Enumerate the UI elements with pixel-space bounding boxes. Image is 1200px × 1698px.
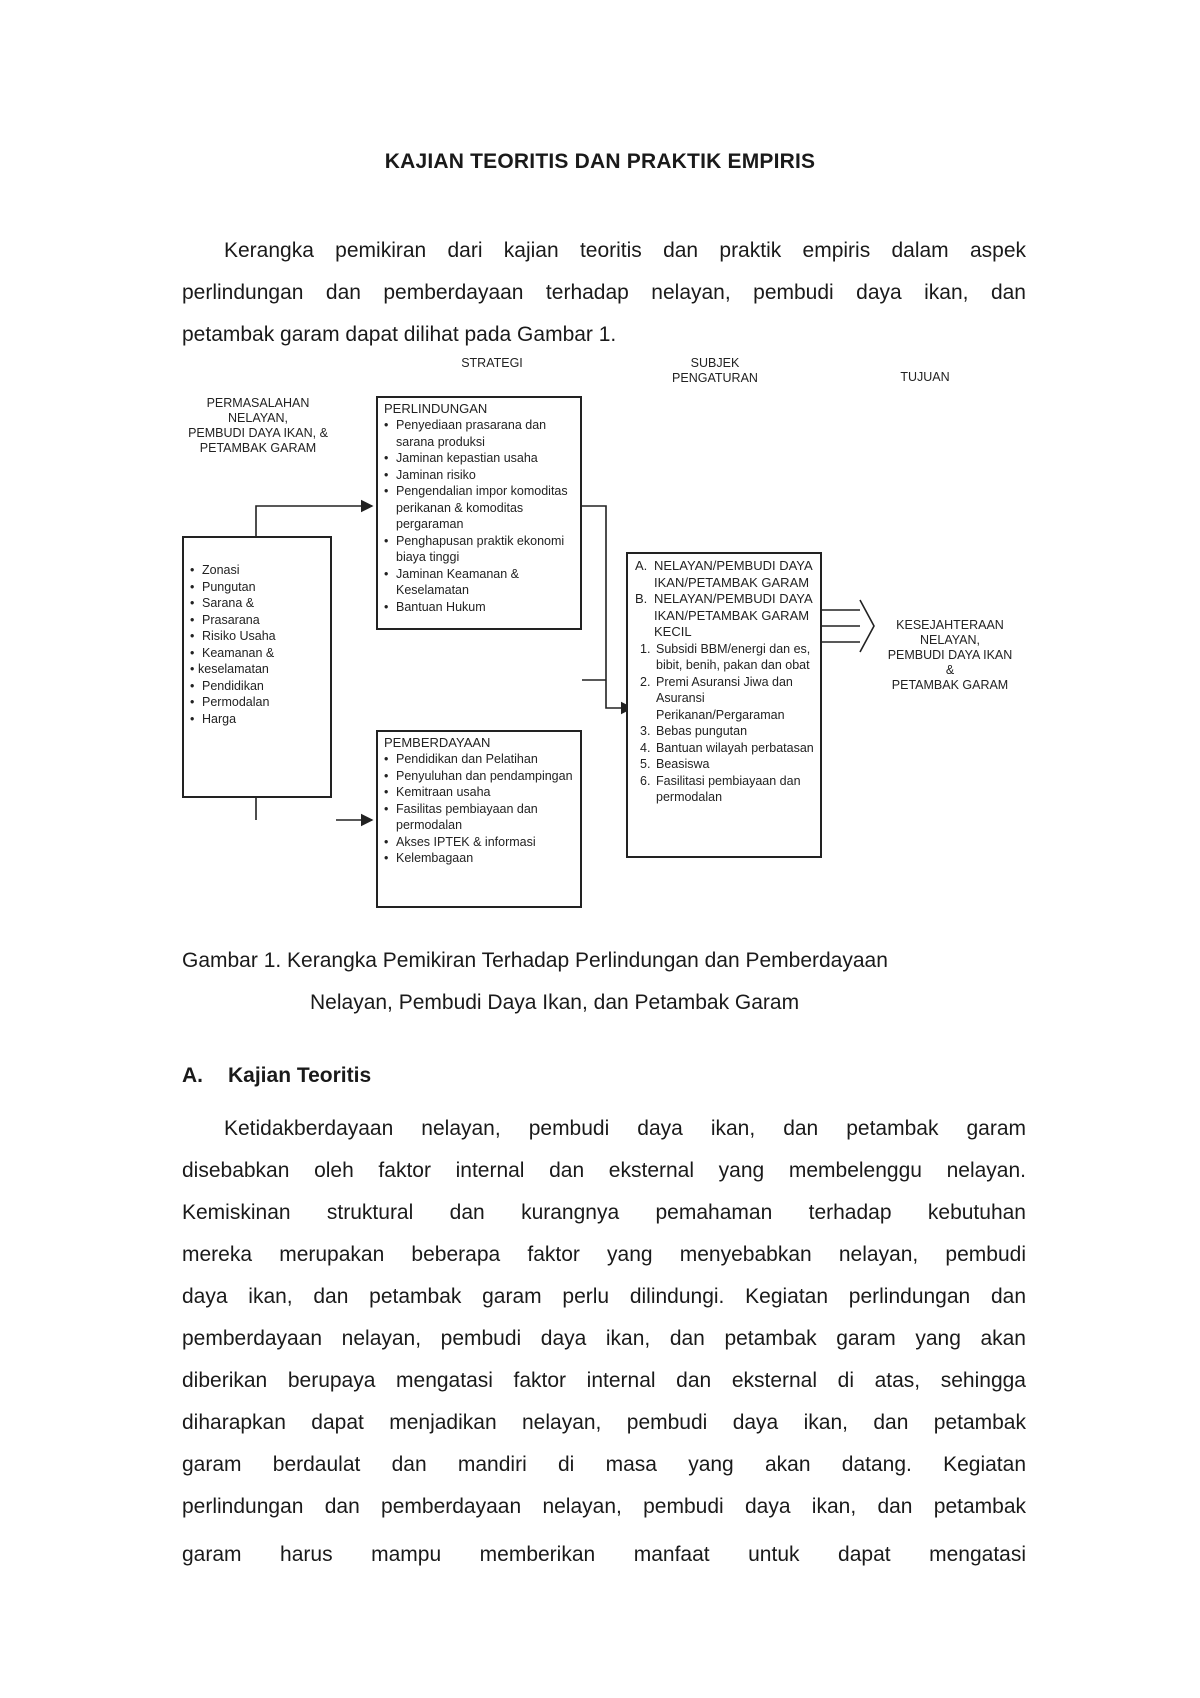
intro-line: Kerangka pemikiran dari kajian teoritis dan praktik empiris dalam aspek bbox=[224, 239, 1026, 262]
pemberdayaan-list bbox=[378, 751, 580, 867]
body-line: pemberdayaan nelayan, pembudi daya ikan, dan petambak garam yang akan bbox=[182, 1327, 1026, 1350]
item-text: Fasilitasi pembiayaan dan permodalan bbox=[656, 773, 801, 804]
item-number: 1. bbox=[640, 641, 651, 656]
perlindungan-box bbox=[376, 396, 582, 630]
item-text: Subsidi BBM/energi dan es, bibit, benih, pakan dan obat bbox=[656, 641, 811, 672]
list-item bbox=[640, 756, 816, 773]
subjek-a bbox=[628, 558, 820, 591]
item-text: Premi Asuransi Jiwa dan Asuransi Perikanan/Pergaraman bbox=[656, 674, 793, 722]
connector-line bbox=[582, 506, 632, 708]
body-line: mereka merupakan beberapa faktor yang menyebabkan nelayan, pembudi bbox=[182, 1243, 1026, 1266]
framework-diagram bbox=[170, 356, 1050, 920]
body-paragraph bbox=[182, 1108, 1026, 1576]
subjek-b-list bbox=[628, 641, 820, 806]
list-item bbox=[640, 723, 816, 740]
subjek-b-letter: B. bbox=[635, 591, 648, 606]
list-item: • Pengendalian impor komoditas perikanan & komoditas pergaraman bbox=[384, 483, 576, 533]
pemberdayaan-title: PEMBERDAYAAN bbox=[384, 735, 491, 750]
tujuan-line: KESEJAHTERAAN bbox=[896, 618, 1004, 632]
label-line: PEMBUDI DAYA IKAN, & bbox=[188, 426, 328, 440]
list-item: • Zonasi bbox=[190, 562, 326, 579]
list-item-cont bbox=[190, 612, 326, 629]
page-title: KAJIAN TEORITIS DAN PRAKTIK EMPIRIS bbox=[384, 150, 816, 173]
tujuan-line: NELAYAN, bbox=[920, 633, 980, 647]
label-strategi: STRATEGI bbox=[461, 356, 523, 370]
pemberdayaan-box bbox=[376, 730, 582, 908]
list-item-text: keselamatan bbox=[198, 662, 269, 676]
list-item-text: Prasarana bbox=[202, 612, 260, 627]
tujuan-line: PETAMBAK GARAM bbox=[891, 678, 1009, 692]
list-item: • Penghapusan praktik ekonomi biaya tinggi bbox=[384, 533, 576, 566]
item-number: 3. bbox=[640, 724, 651, 738]
subjek-b bbox=[628, 591, 820, 641]
subjek-box bbox=[626, 552, 822, 858]
problems-box bbox=[182, 536, 332, 798]
list-item: • Penyuluhan dan pendampingan bbox=[384, 768, 576, 785]
list-item: • Harga bbox=[190, 711, 326, 728]
item-number: 6. bbox=[640, 773, 651, 788]
section-heading bbox=[182, 1064, 371, 1088]
body-line: disebabkan oleh faktor internal dan eksternal yang membelenggu nelayan. bbox=[182, 1159, 1026, 1182]
label-permasalahan bbox=[170, 396, 346, 456]
list-item bbox=[640, 773, 816, 806]
list-item: • Jaminan risiko bbox=[384, 467, 576, 484]
body-line: Ketidakberdayaan nelayan, pembudi daya ikan, dan petambak garam bbox=[224, 1117, 1026, 1140]
list-item: • Akses IPTEK & informasi bbox=[384, 834, 576, 851]
problems-list bbox=[184, 562, 330, 727]
intro-line: petambak garam dapat dilihat pada Gambar 1. bbox=[182, 323, 617, 346]
item-number: 2. bbox=[640, 674, 651, 689]
intro-paragraph bbox=[182, 230, 1026, 356]
item-number: 4. bbox=[640, 740, 651, 755]
body-line: garam berdaulat dan mandiri di masa yang akan datang. Kegiatan bbox=[182, 1453, 1026, 1476]
subjek-a-text: NELAYAN/PEMBUDI DAYA IKAN/PETAMBAK GARAM bbox=[654, 558, 812, 590]
label-line: PERMASALAHAN bbox=[206, 396, 310, 410]
perlindungan-title: PERLINDUNGAN bbox=[384, 401, 488, 416]
intro-line: perlindungan dan pemberdayaan terhadap nelayan, pembudi daya ikan, dan bbox=[182, 281, 1026, 304]
body-line: diberikan berupaya mengatasi faktor internal dan eksternal di atas, sehingga bbox=[182, 1369, 1026, 1392]
label-line: PETAMBAK GARAM bbox=[199, 441, 317, 455]
caption-line: Nelayan, Pembudi Daya Ikan, dan Petambak Garam bbox=[310, 991, 800, 1014]
list-item: • Keamanan & bbox=[190, 645, 326, 662]
list-item: • Bantuan Hukum bbox=[384, 599, 576, 616]
perlindungan-list bbox=[378, 417, 580, 615]
section-title: Kajian Teoritis bbox=[228, 1064, 372, 1087]
list-item: • Jaminan Keamanan & Keselamatan bbox=[384, 566, 576, 599]
list-item: • Penyediaan prasarana dan sarana produksi bbox=[384, 417, 576, 450]
list-item: • Risiko Usaha bbox=[190, 628, 326, 645]
caption-line: Gambar 1. Kerangka Pemikiran Terhadap Perlindungan dan Pemberdayaan bbox=[182, 949, 888, 972]
list-item: • Fasilitas pembiayaan dan permodalan bbox=[384, 801, 576, 834]
list-item: • Sarana & bbox=[190, 595, 326, 612]
list-item: • Jaminan kepastian usaha bbox=[384, 450, 576, 467]
connector-line bbox=[256, 506, 372, 536]
label-line: NELAYAN, bbox=[228, 411, 288, 425]
tujuan-label bbox=[870, 618, 1030, 693]
item-number: 5. bbox=[640, 757, 651, 771]
subjek-a-letter: A. bbox=[635, 558, 648, 573]
figure-caption bbox=[182, 940, 1026, 1024]
label-tujuan: TUJUAN bbox=[900, 370, 950, 384]
subjek-b-text: NELAYAN/PEMBUDI DAYA IKAN/PETAMBAK GARAM KECIL bbox=[654, 591, 812, 639]
list-item bbox=[640, 740, 816, 757]
list-item bbox=[640, 641, 816, 674]
section-letter: A. bbox=[182, 1064, 203, 1087]
list-item: • Permodalan bbox=[190, 694, 326, 711]
tujuan-line: & bbox=[945, 663, 955, 677]
body-line: garam harus mampu memberikan manfaat untuk dapat mengatasi bbox=[182, 1543, 1026, 1566]
tujuan-line: PEMBUDI DAYA IKAN bbox=[887, 648, 1013, 662]
list-item: • Pungutan bbox=[190, 579, 326, 596]
item-text: Beasiswa bbox=[656, 757, 710, 771]
list-item-cont bbox=[190, 661, 326, 678]
body-line: Kemiskinan struktural dan kurangnya pemahaman terhadap kebutuhan bbox=[182, 1201, 1026, 1224]
item-text: Bantuan wilayah perbatasan bbox=[656, 740, 814, 755]
label-subjek-line1: SUBJEK bbox=[690, 356, 740, 370]
label-subjek-line2: PENGATURAN bbox=[672, 371, 758, 385]
body-line: daya ikan, dan petambak garam perlu dilindungi. Kegiatan perlindungan dan bbox=[182, 1285, 1026, 1308]
list-item: • Pendidikan dan Pelatihan bbox=[384, 751, 576, 768]
body-line: diharapkan dapat menjadikan nelayan, pembudi daya ikan, dan petambak bbox=[182, 1411, 1026, 1434]
item-text: Bebas pungutan bbox=[656, 724, 748, 738]
list-item: • Pendidikan bbox=[190, 678, 326, 695]
list-item: • Kelembagaan bbox=[384, 850, 576, 867]
list-item bbox=[640, 674, 816, 724]
body-line: perlindungan dan pemberdayaan nelayan, pembudi daya ikan, dan petambak bbox=[182, 1495, 1026, 1518]
list-item: • Kemitraan usaha bbox=[384, 784, 576, 801]
